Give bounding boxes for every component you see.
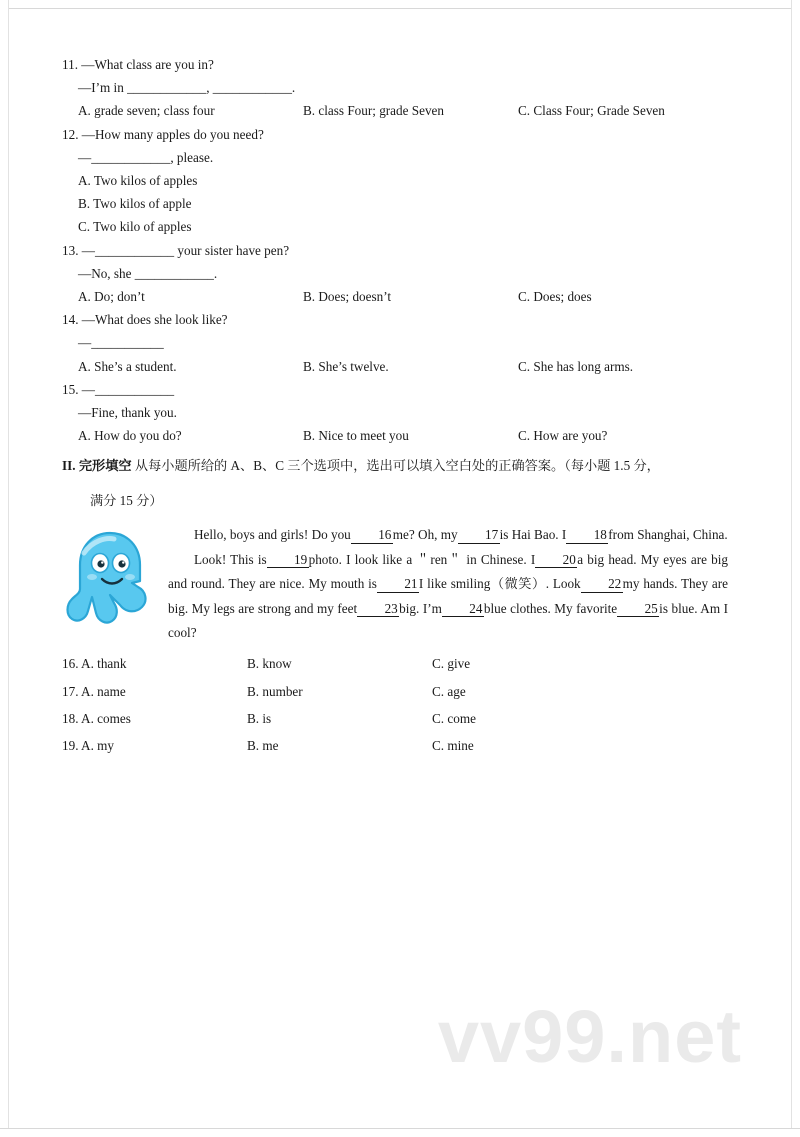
mascot-illustration bbox=[62, 527, 158, 637]
cloze-blank-25[interactable]: 25 bbox=[617, 602, 659, 618]
option-a[interactable]: A. Two kilos of apples bbox=[78, 173, 198, 189]
page-edge-right bbox=[791, 0, 800, 1137]
option-c[interactable]: C. give bbox=[432, 656, 471, 672]
cloze-blank-20[interactable]: 20 bbox=[535, 553, 577, 569]
cloze-blank-16[interactable]: 16 bbox=[351, 528, 393, 544]
option-b[interactable]: B. She’s twelve. bbox=[303, 358, 389, 374]
question-stem-line2: —___________ bbox=[78, 335, 164, 351]
option-b[interactable]: B. me bbox=[247, 738, 279, 754]
option-a[interactable]: A. grade seven; class four bbox=[78, 103, 215, 119]
question-11 bbox=[62, 58, 728, 118]
cloze-blank-17[interactable]: 17 bbox=[458, 528, 500, 544]
section-heading bbox=[62, 456, 728, 476]
choice-row-17 bbox=[62, 685, 728, 698]
section-title: 完形填空 bbox=[78, 458, 132, 474]
option-c[interactable]: C. Two kilo of apples bbox=[78, 219, 192, 235]
question-stem: 12. —How many apples do you need? bbox=[62, 126, 264, 142]
cloze-text: my hands. They are big. My legs are strong and my feet bbox=[168, 576, 729, 616]
option-a[interactable]: 17. A. name bbox=[62, 683, 126, 699]
option-a[interactable]: A. How do you do? bbox=[78, 428, 182, 444]
question-stem: 14. —What does she look like? bbox=[62, 312, 228, 328]
cloze-text: Hello, boys and girls! Do you bbox=[194, 527, 351, 543]
question-stem-line2: —No, she ____________. bbox=[78, 265, 218, 281]
option-a[interactable]: A. Do; don’t bbox=[78, 289, 145, 305]
option-a[interactable]: A. She’s a student. bbox=[78, 358, 177, 374]
choice-row-19 bbox=[62, 739, 728, 752]
option-b[interactable]: B. number bbox=[247, 683, 303, 699]
question-stem: 13. —____________ your sister have pen? bbox=[62, 242, 290, 258]
cloze-passage bbox=[62, 523, 728, 645]
question-14 bbox=[62, 313, 728, 373]
section-instruction: 从每小题所给的 A、B、C 三个选项中，选出可以填入空白处的正确答案。（每小题 1.5 分， bbox=[134, 458, 660, 474]
question-stem: 11. —What class are you in? bbox=[62, 57, 214, 72]
question-stem: 15. —____________ bbox=[62, 381, 175, 397]
cloze-blank-19[interactable]: 19 bbox=[267, 553, 309, 569]
question-12 bbox=[62, 128, 728, 234]
question-options bbox=[62, 174, 728, 234]
option-a[interactable]: 16. A. thank bbox=[62, 656, 127, 672]
option-a[interactable]: 19. A. my bbox=[62, 738, 115, 754]
page-content bbox=[62, 58, 728, 766]
question-13 bbox=[62, 244, 728, 304]
option-c[interactable]: C. mine bbox=[432, 738, 474, 754]
cloze-text: big. I’m bbox=[399, 600, 442, 616]
cloze-blank-21[interactable]: 21 bbox=[377, 577, 419, 593]
page-edge-left bbox=[0, 0, 9, 1137]
option-c[interactable]: C. age bbox=[432, 683, 466, 699]
question-stem-line2: —____________, please. bbox=[78, 149, 214, 165]
choice-row-18 bbox=[62, 712, 728, 725]
option-c[interactable]: C. She has long arms. bbox=[518, 358, 634, 374]
option-c[interactable]: C. Does; does bbox=[518, 289, 592, 305]
option-c[interactable]: C. Class Four; Grade Seven bbox=[518, 103, 665, 119]
cloze-text: from Shanghai, China. bbox=[608, 527, 728, 543]
question-15 bbox=[62, 383, 728, 443]
question-options bbox=[62, 104, 728, 117]
cloze-blank-22[interactable]: 22 bbox=[581, 577, 623, 593]
option-a[interactable]: 18. A. comes bbox=[62, 710, 131, 726]
cloze-blank-18[interactable]: 18 bbox=[566, 528, 608, 544]
question-options bbox=[62, 429, 728, 442]
cloze-text: a big head. My eyes are big and round. They are nice. My mouth is bbox=[168, 551, 728, 592]
option-b[interactable]: B. Nice to meet you bbox=[303, 428, 409, 444]
cloze-text: Look! This is bbox=[194, 551, 267, 567]
question-options bbox=[62, 360, 728, 373]
option-b[interactable]: B. know bbox=[247, 656, 292, 672]
watermark: vv99.net bbox=[437, 995, 742, 1078]
option-b[interactable]: B. Two kilos of apple bbox=[78, 196, 192, 212]
cloze-text: I like smiling（微笑）. Look bbox=[418, 576, 581, 592]
option-b[interactable]: B. is bbox=[247, 710, 272, 726]
option-b[interactable]: B. Does; doesn’t bbox=[303, 289, 392, 305]
section-number: II. bbox=[62, 458, 76, 474]
cloze-paragraph-1 bbox=[62, 523, 728, 547]
question-stem-line2: —Fine, thank you. bbox=[78, 405, 177, 421]
cloze-text: photo. I look like a ＂ren＂ in Chinese. I bbox=[308, 551, 536, 567]
cloze-text: is blue. Am I cool? bbox=[168, 600, 729, 641]
option-b[interactable]: B. class Four; grade Seven bbox=[303, 103, 445, 119]
question-options bbox=[62, 290, 728, 303]
option-c[interactable]: C. come bbox=[432, 710, 476, 726]
page-edge-top bbox=[0, 0, 800, 9]
cloze-blank-23[interactable]: 23 bbox=[357, 602, 399, 618]
section-instruction-line2: 满分 15 分） bbox=[90, 492, 163, 508]
cloze-blank-24[interactable]: 24 bbox=[442, 602, 484, 618]
cloze-choices bbox=[62, 657, 728, 752]
cloze-paragraph-2 bbox=[62, 548, 728, 646]
cloze-text: me? Oh, my bbox=[392, 527, 458, 543]
page-edge-bottom bbox=[0, 1128, 800, 1137]
question-stem-line2: —I’m in ____________, ____________. bbox=[78, 80, 296, 96]
cloze-text: is Hai Bao. I bbox=[499, 527, 567, 543]
option-c[interactable]: C. How are you? bbox=[518, 428, 608, 444]
cloze-text: blue clothes. My favorite bbox=[483, 600, 618, 616]
choice-row-16 bbox=[62, 657, 728, 670]
